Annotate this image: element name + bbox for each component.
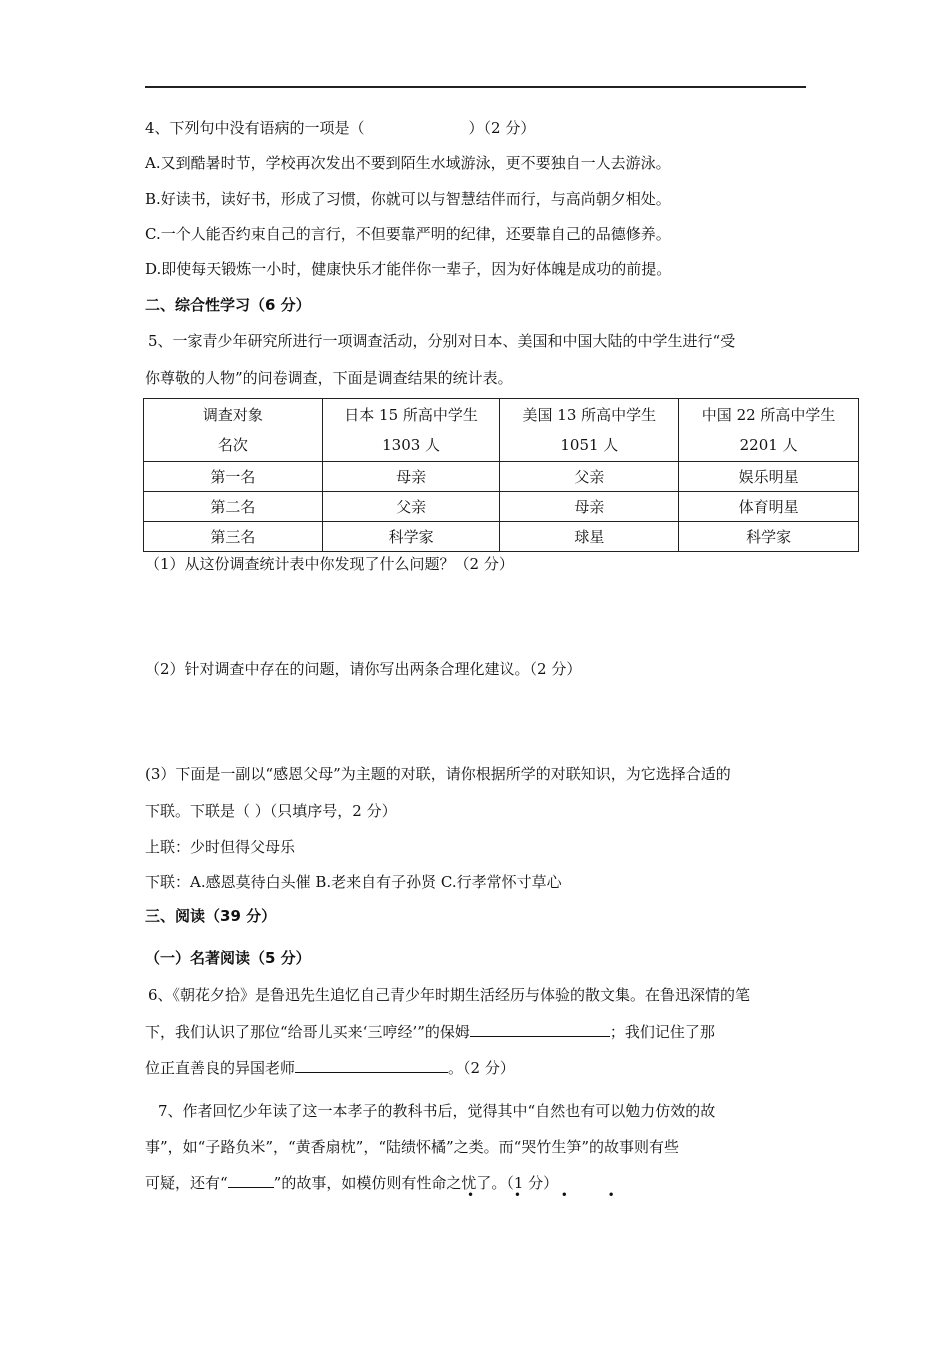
answer-blank[interactable] <box>365 119 469 133</box>
q5-sub2: （2）针对调查中存在的问题，请你写出两条合理化建议。（2 分） <box>145 660 582 678</box>
header-rule <box>145 86 806 88</box>
q7-line1: 7、作者回忆少年读了这一本孝子的教科书后，觉得其中“自然也有可以勉力仿效的故 <box>158 1102 716 1120</box>
q5-sub3-line2: 下联。下联是（ ）（只填序号，2 分） <box>145 802 397 820</box>
table-cell: 体育明星 <box>679 492 859 522</box>
q5-sub1: （1）从这份调查统计表中你发现了什么问题？（2 分） <box>145 555 514 573</box>
q7-line3: 可疑，还有“ ”的故事，如模仿则有性命之忧了。（1 分） <box>145 1174 559 1192</box>
q5-sub3-line1: (3）下面是一副以“感恩父母”为主题的对联，请你根据所学的对联知识，为它选择合适的 <box>145 765 731 783</box>
answer-blank[interactable] <box>228 1173 274 1188</box>
table-cell: 第二名 <box>144 492 323 522</box>
q6-line3: 位正直善良的异国老师 。（2 分） <box>145 1059 515 1077</box>
answer-blank[interactable] <box>470 1022 610 1037</box>
table-cell: 娱乐明星 <box>679 462 859 492</box>
couplet-lower-options: 下联：A.感恩莫待白头催 B.老来自有子孙贤 C.行孝常怀寸草心 <box>145 873 562 891</box>
table-cell: 科学家 <box>322 522 500 552</box>
section3-subtitle: （一）名著阅读（5 分） <box>145 949 311 967</box>
q4-option-a: A.又到酷暑时节，学校再次发出不要到陌生水域游泳，更不要独自一人去游泳。 <box>145 154 671 172</box>
table-cell: 母亲 <box>500 492 679 522</box>
table-row <box>144 522 859 552</box>
answer-blank[interactable] <box>295 1058 448 1073</box>
q7-line2: 事”，如“子路负米”，“黄香扇枕”，“陆绩怀橘”之类。而“哭竹生笋”的故事则有些 <box>145 1138 680 1156</box>
q6-line1: 6、《朝花夕拾》是鲁迅先生追忆自己青少年时期生活经历与体验的散文集。在鲁迅深情的笔 <box>148 986 751 1004</box>
q6-line2: 下，我们认识了那位“给哥儿买来‘三哼经’”的保姆 ；我们记住了那 <box>145 1023 715 1041</box>
q4-option-b: B.好读书，读好书，形成了习惯，你就可以与智慧结伴而行，与高尚朝夕相处。 <box>145 190 671 208</box>
q5-line1: 5、一家青少年研究所进行一项调查活动，分别对日本、美国和中国大陆的中学生进行“受 <box>148 332 736 350</box>
table-header-cell: 调查对象 名次 <box>144 399 323 462</box>
table-cell: 球星 <box>500 522 679 552</box>
couplet-upper: 上联：少时但得父母乐 <box>145 838 296 856</box>
table-row <box>144 492 859 522</box>
table-cell: 父亲 <box>500 462 679 492</box>
table-cell: 第三名 <box>144 522 323 552</box>
table-header-cell: 日本 15 所高中学生 1303 人 <box>322 399 500 462</box>
q4-stem: 4、下列句中没有语病的一项是（ ）（2 分） <box>145 119 536 137</box>
q4-option-d: D.即使每天锻炼一小时，健康快乐才能伴你一辈子，因为好体魄是成功的前提。 <box>145 260 672 278</box>
q4-option-c: C.一个人能否约束自己的言行，不但要靠严明的纪律，还要靠自己的品德修养。 <box>145 225 671 243</box>
table-cell: 第一名 <box>144 462 323 492</box>
table-cell: 父亲 <box>322 492 500 522</box>
table-header-cell: 中国 22 所高中学生 2201 人 <box>679 399 859 462</box>
table-cell: 母亲 <box>322 462 500 492</box>
q5-line2: 你尊敬的人物”的问卷调查，下面是调查结果的统计表。 <box>145 369 513 387</box>
table-header-cell: 美国 13 所高中学生 1051 人 <box>500 399 679 462</box>
table-row <box>144 462 859 492</box>
table-header-row <box>144 399 859 462</box>
section3-title: 三、阅读（39 分） <box>145 907 277 925</box>
section2-title: 二、综合性学习（6 分） <box>145 296 311 314</box>
emphasis-dots: • • • • <box>467 1188 633 1202</box>
survey-table <box>143 398 859 552</box>
table-cell: 科学家 <box>679 522 859 552</box>
